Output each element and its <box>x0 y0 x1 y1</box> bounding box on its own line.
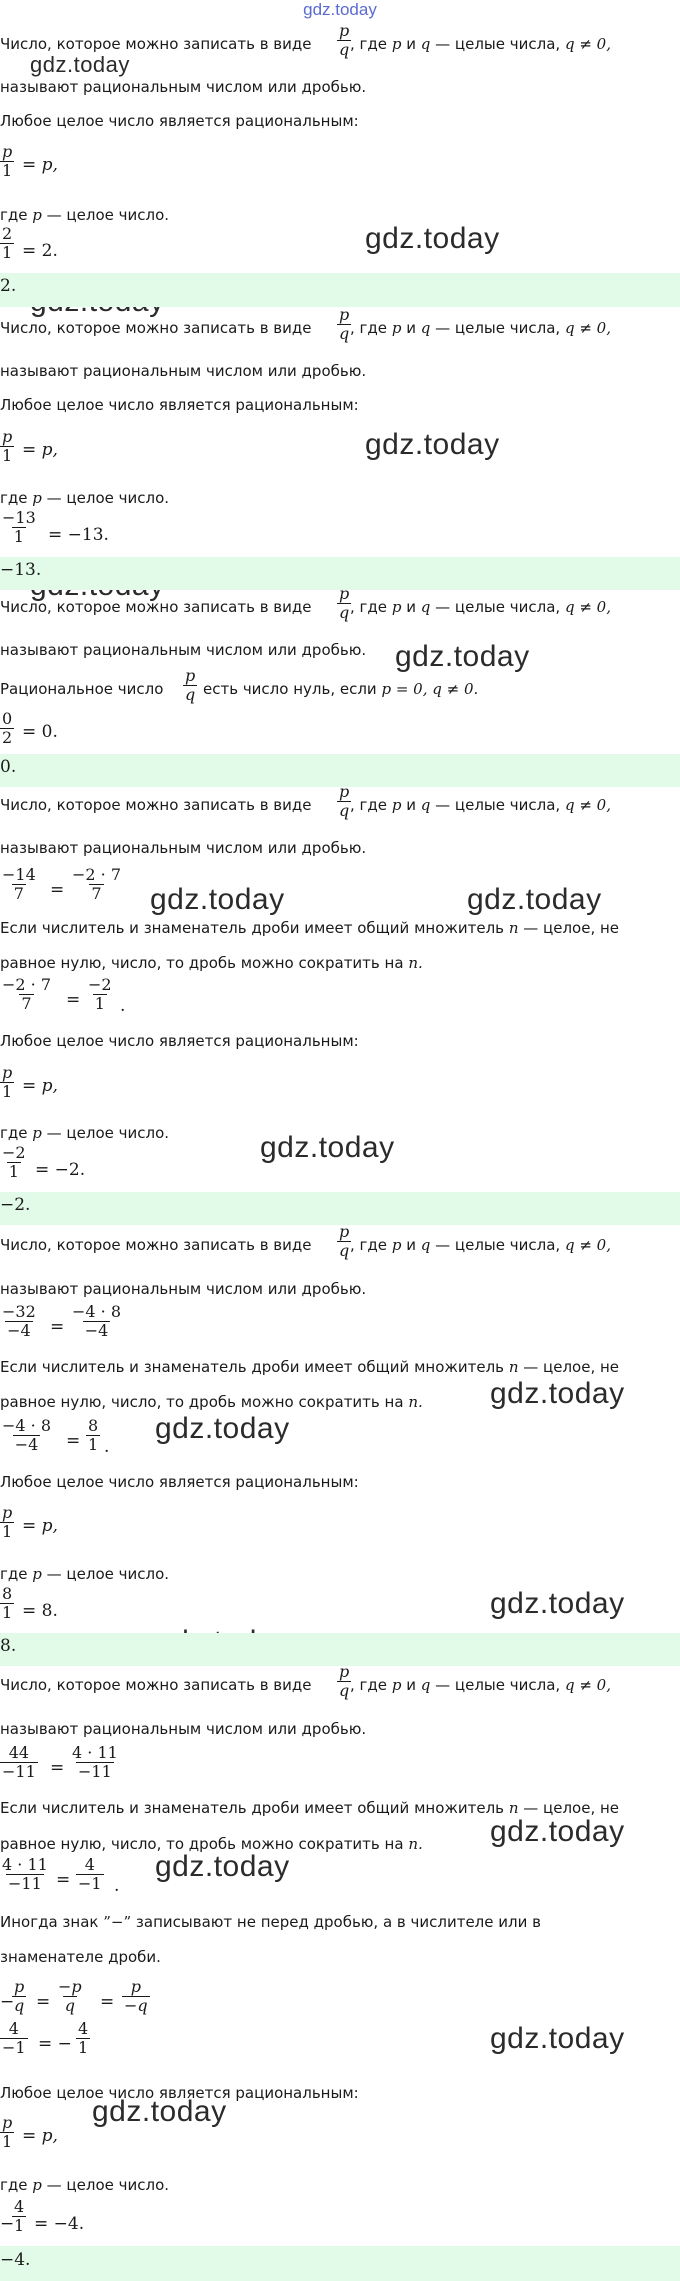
answer-band <box>0 2246 680 2281</box>
answer: −4. <box>0 2250 31 2270</box>
example-fraction: $\frac{8}{1}$ <box>2 1584 13 1622</box>
fraction-p-1: $\frac{p}{1}$ <box>2 142 13 180</box>
watermark: gdz.today <box>260 1131 395 1164</box>
example-fraction: $\frac{-2}{1}$ <box>2 1143 26 1181</box>
site-header[interactable]: gdz.today <box>303 0 377 19</box>
watermark: gdz.today <box>150 883 285 916</box>
definition-line-1: Число, которое можно записать в виде <box>0 35 312 53</box>
watermark: gdz.today <box>490 1587 625 1620</box>
definition-line-2: называют рациональным числом или дробью. <box>0 78 367 96</box>
answer: 0. <box>0 757 17 777</box>
example-fraction: $\frac{0}{2}$ <box>2 709 13 747</box>
sign-note-line-1: Иногда знак ”−” записывают не перед дробью, а в числителе или в <box>0 1913 541 1931</box>
watermark: gdz.today <box>490 2022 625 2055</box>
watermark: gdz.today <box>155 1850 290 1883</box>
watermark: gdz.today <box>490 1815 625 1848</box>
example-fraction: $\frac{-13}{1}$ <box>2 508 36 546</box>
integer-rational-note: Любое целое число является рациональным: <box>0 112 359 130</box>
answer: 2. <box>0 276 17 296</box>
example-fraction: $\frac{2}{1}$ <box>2 224 13 262</box>
watermark: gdz.today <box>365 428 500 461</box>
answer-band <box>0 273 680 307</box>
watermark: gdz.today <box>92 2095 227 2128</box>
example-fraction: $\frac{4}{1}$ <box>14 2197 25 2235</box>
answer: −13. <box>0 560 42 580</box>
answer: −2. <box>0 1195 31 1215</box>
answer-band <box>0 1192 680 1225</box>
zero-rule: Рациональное число <box>0 680 164 698</box>
watermark: gdz.today <box>30 52 130 77</box>
watermark: gdz.today <box>155 1412 290 1445</box>
fraction-p-q: $\frac{p}{q}$ <box>339 21 350 59</box>
watermark: gdz.today <box>395 640 530 673</box>
watermark: gdz.today <box>365 222 500 255</box>
watermark: gdz.today <box>467 883 602 916</box>
answer: 8. <box>0 1636 17 1656</box>
watermark: gdz.today <box>490 1377 625 1410</box>
